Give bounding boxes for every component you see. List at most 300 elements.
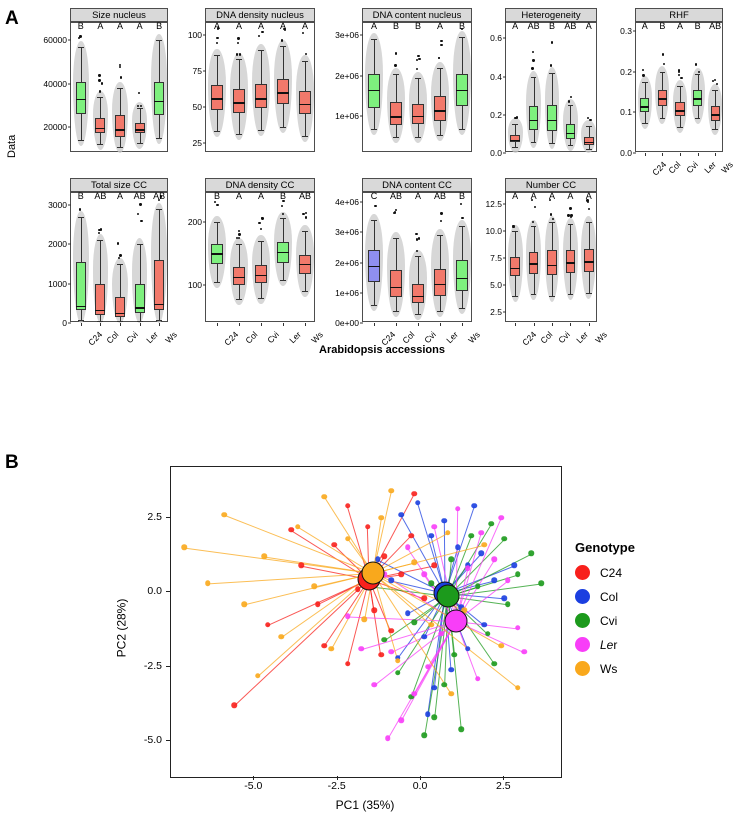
y-tick-mark <box>203 106 206 107</box>
facet-y-axis <box>31 193 71 328</box>
pca-point <box>278 634 284 640</box>
significance-letter: B <box>458 191 466 201</box>
significance-letter: B <box>392 21 400 31</box>
outlier-point <box>258 222 260 224</box>
significance-letter: A <box>235 191 243 201</box>
significance-letter: AB <box>389 191 403 201</box>
pca-point <box>458 727 464 733</box>
whisker-cap <box>549 143 555 144</box>
x-tick-label: C24 <box>379 329 398 348</box>
facet-dna-content-nucleus <box>335 8 472 152</box>
facet-title: DNA content CC <box>362 178 472 192</box>
median-line <box>233 277 244 278</box>
x-tick-mark <box>698 153 699 156</box>
whisker-cap <box>437 235 444 236</box>
box <box>115 115 125 137</box>
y-tick-label: 40000 <box>43 78 67 89</box>
x-tick-label: C24 <box>520 329 539 348</box>
significance-letter: A <box>136 21 143 31</box>
y-tick-label: 0 <box>62 318 67 328</box>
pca-point <box>372 682 378 688</box>
legend-item-c24[interactable] <box>575 565 715 580</box>
y-tick-mark <box>203 221 206 222</box>
y-tick-mark <box>68 323 71 324</box>
outlier-point <box>139 203 141 205</box>
pca-point <box>505 601 511 607</box>
pca-point <box>432 715 438 721</box>
facet-plot-area <box>335 191 482 348</box>
significance-letter: AB <box>298 191 312 201</box>
x-tick-label: Cvi <box>124 329 140 346</box>
pca-point <box>412 691 418 697</box>
significance-letter: A <box>512 21 519 31</box>
significance-letter: B <box>458 21 466 31</box>
median-line <box>529 120 539 121</box>
outlier-point <box>216 37 218 39</box>
median-line <box>368 266 379 267</box>
pca-point <box>478 530 484 536</box>
outlier-point <box>514 117 516 119</box>
y-tick-label: 4e+06 <box>335 197 359 208</box>
box <box>434 96 445 120</box>
whisker-cap <box>78 217 84 218</box>
pca-point <box>432 685 438 691</box>
significance-letter: AB <box>153 191 166 201</box>
median-line <box>211 253 222 254</box>
facet-y-axis <box>596 23 636 158</box>
pca-point <box>265 622 271 628</box>
outlier-point <box>461 217 463 219</box>
y-tick-label: 100 <box>187 29 202 40</box>
pca-point <box>405 610 411 616</box>
pca-point <box>422 595 428 601</box>
y-tick-mark <box>203 70 206 71</box>
outlier-point <box>440 40 442 42</box>
y-tick-mark <box>633 71 636 72</box>
outlier-point <box>117 242 119 244</box>
significance-letter: A <box>530 191 537 201</box>
whisker-cap <box>302 136 309 137</box>
facet-y-axis <box>31 23 71 151</box>
x-tick-mark <box>81 323 82 326</box>
y-tick-mark <box>360 35 363 36</box>
box <box>412 104 423 124</box>
significance-letter: A <box>235 21 243 31</box>
pca-point <box>222 512 228 518</box>
significance-letter: AB <box>433 191 447 201</box>
outlier-point <box>305 212 307 214</box>
outlier-point <box>237 42 239 44</box>
box <box>510 257 520 277</box>
outlier-point <box>588 208 590 210</box>
y-tick-label: 3000 <box>48 199 67 210</box>
x-tick-label: Col <box>400 329 417 346</box>
y-tick-label: 3e+06 <box>335 227 359 238</box>
outlier-point <box>440 220 442 222</box>
outlier-point <box>415 233 417 235</box>
x-tick-mark <box>715 153 716 156</box>
y-tick-label: 2.5 <box>490 307 502 318</box>
pca-y-tick-label: 0.0 <box>147 585 162 598</box>
median-line <box>255 275 266 276</box>
whisker-cap <box>459 129 466 130</box>
whisker-cap <box>415 256 422 257</box>
significance-letter: C <box>370 191 378 201</box>
median-line <box>640 106 649 107</box>
median-line <box>547 120 557 121</box>
pca-point <box>475 583 481 589</box>
pca-point <box>482 542 488 548</box>
y-tick-mark <box>68 40 71 41</box>
whisker-cap <box>393 238 400 239</box>
x-tick-mark <box>662 153 663 156</box>
significance-letter: B <box>156 21 163 31</box>
significance-letter: B <box>414 21 422 31</box>
median-line <box>434 110 445 111</box>
pca-y-tick-label: -5.0 <box>143 734 162 747</box>
panel-b-letter: B <box>5 452 19 473</box>
pca-point <box>388 488 394 494</box>
pca-y-tick-mark <box>166 517 170 518</box>
median-line <box>412 116 423 117</box>
whisker-cap <box>137 143 143 144</box>
whisker-cap <box>568 145 574 146</box>
legend-item-col[interactable] <box>575 589 715 604</box>
y-tick-mark <box>203 284 206 285</box>
whisker-cap <box>236 134 243 135</box>
significance-letter: B <box>659 21 666 31</box>
pca-point <box>408 533 414 539</box>
pca-x-tick-label: 2.5 <box>496 780 511 792</box>
y-tick-label: 200 <box>187 216 202 227</box>
box <box>95 118 105 133</box>
x-tick-label: Cvi <box>422 329 438 346</box>
whisker-cap <box>549 73 555 74</box>
x-tick-mark <box>217 323 218 326</box>
pca-point <box>388 628 394 634</box>
box <box>299 91 310 114</box>
pca-point <box>322 494 328 500</box>
whisker-cap <box>236 299 243 300</box>
outlier-point <box>140 220 142 222</box>
pca-point <box>358 646 364 652</box>
whisker-cap <box>137 244 143 245</box>
box <box>135 284 145 314</box>
median-line <box>547 265 557 266</box>
whisker-cap <box>97 97 103 98</box>
pca-point <box>465 566 471 572</box>
whisker-cap <box>586 149 592 150</box>
whisker-cap <box>156 320 162 321</box>
x-tick-mark <box>645 153 646 156</box>
pca-point <box>345 613 351 619</box>
y-tick-label: 1e+06 <box>335 287 359 298</box>
y-tick-mark <box>203 34 206 35</box>
panel-a-boxplot-grid <box>6 8 742 368</box>
y-tick-mark <box>633 112 636 113</box>
outlier-point <box>678 71 680 73</box>
median-line <box>135 129 145 130</box>
outlier-point <box>698 71 700 73</box>
whisker-cap <box>586 222 592 223</box>
whisker-cap <box>117 321 123 322</box>
x-tick-label: Ler <box>444 329 460 346</box>
pca-point <box>232 703 238 709</box>
y-tick-label: 0e+00 <box>335 318 359 328</box>
whisker-cap <box>459 226 466 227</box>
pca-point <box>415 500 421 506</box>
median-line <box>368 90 379 91</box>
y-tick-mark <box>633 153 636 154</box>
pca-point <box>432 524 438 530</box>
whisker-cap <box>156 138 162 139</box>
whisker-cap <box>214 222 221 223</box>
outlier-point <box>100 228 102 230</box>
pca-point <box>522 649 528 655</box>
outlier-point <box>98 74 100 76</box>
pca-x-tick-mark <box>337 776 338 780</box>
legend-item-ler[interactable] <box>575 637 715 652</box>
significance-letter: A <box>436 21 444 31</box>
pca-y-tick-label: 2.5 <box>147 510 162 523</box>
outlier-point <box>239 53 241 55</box>
whisker-cap <box>393 74 400 75</box>
legend-color-swatch <box>575 589 590 604</box>
box <box>547 105 557 131</box>
median-line <box>115 129 125 130</box>
whisker-cap <box>437 311 444 312</box>
outlier-point <box>460 203 462 205</box>
facet-y-axis <box>323 193 363 328</box>
legend-item-label: Ler <box>600 637 618 652</box>
whisker-cap <box>214 55 221 56</box>
box <box>547 250 557 275</box>
y-tick-label: 0.3 <box>620 26 632 37</box>
pca-point <box>498 515 504 521</box>
facet-y-axis <box>323 23 363 151</box>
significance-letter: A <box>257 21 265 31</box>
pca-point <box>378 652 384 658</box>
y-tick-mark <box>503 312 506 313</box>
box <box>76 262 86 310</box>
box <box>255 84 266 109</box>
median-line <box>434 284 445 285</box>
pca-point <box>515 685 521 691</box>
outlier-point <box>281 39 283 41</box>
facet-y-axis <box>166 193 206 321</box>
legend-item-cvi[interactable] <box>575 613 715 628</box>
facet-title: Total size CC <box>70 178 168 192</box>
x-tick-label: Ler <box>701 159 718 176</box>
whisker-cap <box>695 74 700 75</box>
legend-color-swatch <box>575 637 590 652</box>
x-tick-mark <box>140 323 141 326</box>
pca-point <box>385 736 391 742</box>
facet-dna-density-cc <box>187 178 325 348</box>
facet-rhf <box>620 8 736 178</box>
y-tick-label: 0.4 <box>490 71 502 82</box>
x-tick-label: C24 <box>85 329 105 348</box>
x-tick-mark <box>552 323 553 326</box>
box <box>434 269 445 296</box>
whisker-cap <box>531 142 537 143</box>
x-tick-label: Ws <box>163 329 180 346</box>
pca-point <box>398 512 404 518</box>
whisker-cap <box>660 72 665 73</box>
whisker-cap <box>393 311 400 312</box>
whisker-cap <box>549 296 555 297</box>
significance-letter: AB <box>709 21 722 31</box>
outlier-point <box>551 41 553 43</box>
median-line <box>76 306 86 307</box>
median-line <box>658 98 667 99</box>
outlier-point <box>440 212 442 214</box>
box <box>135 123 145 134</box>
x-tick-label: Ws <box>592 329 609 346</box>
pca-point <box>345 661 351 667</box>
pca-y-tick-mark <box>166 591 170 592</box>
outlier-point <box>238 233 240 235</box>
facet-plot-area <box>187 191 325 348</box>
x-tick-mark <box>589 323 590 326</box>
pca-point <box>388 578 394 584</box>
whisker-cap <box>236 244 243 245</box>
pca-spider-line <box>264 556 372 573</box>
pca-point <box>492 661 498 667</box>
whisker-cap <box>258 241 265 242</box>
y-tick-label: 0.2 <box>490 109 502 120</box>
median-line <box>584 261 594 262</box>
pca-centroid-ws <box>361 561 384 584</box>
outlier-point <box>281 205 283 207</box>
pca-point <box>205 581 211 587</box>
pca-point <box>422 572 428 578</box>
whisker-cap <box>512 147 518 148</box>
significance-letter: A <box>585 21 592 31</box>
panel-a-letter: A <box>5 8 19 29</box>
pca-point <box>288 527 294 533</box>
x-tick-label: Ws <box>466 329 482 346</box>
outlier-point <box>531 67 533 69</box>
median-line <box>115 313 125 314</box>
whisker-cap <box>156 40 162 41</box>
pca-point <box>298 563 304 569</box>
whisker-cap <box>415 137 422 138</box>
pca-point <box>465 646 471 652</box>
pca-point <box>442 518 448 524</box>
pca-x-tick-label: -2.5 <box>327 780 346 792</box>
x-tick-label: Col <box>666 159 683 176</box>
y-tick-label: 2000 <box>48 239 67 250</box>
box <box>640 98 649 112</box>
median-line <box>693 98 702 99</box>
y-tick-mark <box>503 114 506 115</box>
whisker-cap <box>586 293 592 294</box>
facet-title: DNA content nucleus <box>362 8 472 22</box>
pca-point <box>255 673 261 679</box>
pca-point <box>315 601 321 607</box>
y-tick-mark <box>633 31 636 32</box>
pca-point <box>428 622 434 628</box>
pca-x-tick-label: 0.0 <box>412 780 428 792</box>
outlier-point <box>569 207 571 209</box>
facet-heterogeneity <box>490 8 597 158</box>
pca-x-tick-mark <box>420 776 421 780</box>
pca-point <box>448 691 454 697</box>
pca-point <box>448 557 454 563</box>
pca-point <box>405 545 411 551</box>
facet-title: RHF <box>635 8 723 22</box>
outlier-point <box>120 76 122 78</box>
whisker-cap <box>78 140 84 141</box>
x-tick-label: Col <box>537 329 555 346</box>
x-tick-mark <box>534 323 535 326</box>
median-line <box>510 268 520 269</box>
whisker-cap <box>531 226 537 227</box>
whisker-cap <box>437 68 444 69</box>
significance-letter: AB <box>133 191 146 201</box>
legend-item-label: Cvi <box>600 613 618 628</box>
facet-plot-area <box>620 21 736 178</box>
median-line <box>675 110 684 111</box>
pca-point <box>345 503 351 509</box>
pca-point <box>362 616 368 622</box>
x-tick-mark <box>440 323 441 326</box>
pca-point <box>515 625 521 631</box>
whisker-cap <box>214 282 221 283</box>
x-tick-mark <box>261 323 262 326</box>
y-tick-label: 20000 <box>43 122 67 132</box>
legend-color-swatch <box>575 613 590 628</box>
box <box>76 82 86 115</box>
whisker-cap <box>712 129 717 130</box>
pca-point <box>428 533 434 539</box>
whisker-cap <box>137 321 143 322</box>
pca-point <box>468 533 474 539</box>
outlier-point <box>417 55 419 57</box>
outlier-point <box>589 119 591 121</box>
pca-plot-area <box>170 466 562 778</box>
median-line <box>566 262 576 263</box>
significance-letter: A <box>512 191 519 201</box>
pca-x-axis-label: PC1 (35%) <box>335 798 395 812</box>
facet-dna-content-cc <box>335 178 482 348</box>
legend-item-label: Ws <box>600 661 618 676</box>
significance-letter: A <box>213 21 221 31</box>
x-tick-mark <box>239 323 240 326</box>
legend-item-ws[interactable] <box>575 661 715 676</box>
median-line <box>584 142 594 143</box>
pca-point <box>442 682 448 688</box>
pca-point <box>448 667 454 673</box>
y-tick-mark <box>203 142 206 143</box>
legend-item-label: Col <box>600 589 619 604</box>
whisker-cap <box>371 39 378 40</box>
significance-letter: A <box>641 21 648 31</box>
significance-letter: B <box>213 191 221 201</box>
outlier-point <box>642 69 644 71</box>
whisker-cap <box>642 82 647 83</box>
pca-point <box>262 554 268 560</box>
facet-number-cc <box>485 178 609 348</box>
pca-point <box>425 664 431 670</box>
whisker-cap <box>236 59 243 60</box>
x-tick-label: Ler <box>287 329 303 346</box>
significance-letter: AB <box>527 21 540 31</box>
outlier-point <box>395 209 397 211</box>
whisker-cap <box>97 240 103 241</box>
y-tick-mark <box>360 116 363 117</box>
